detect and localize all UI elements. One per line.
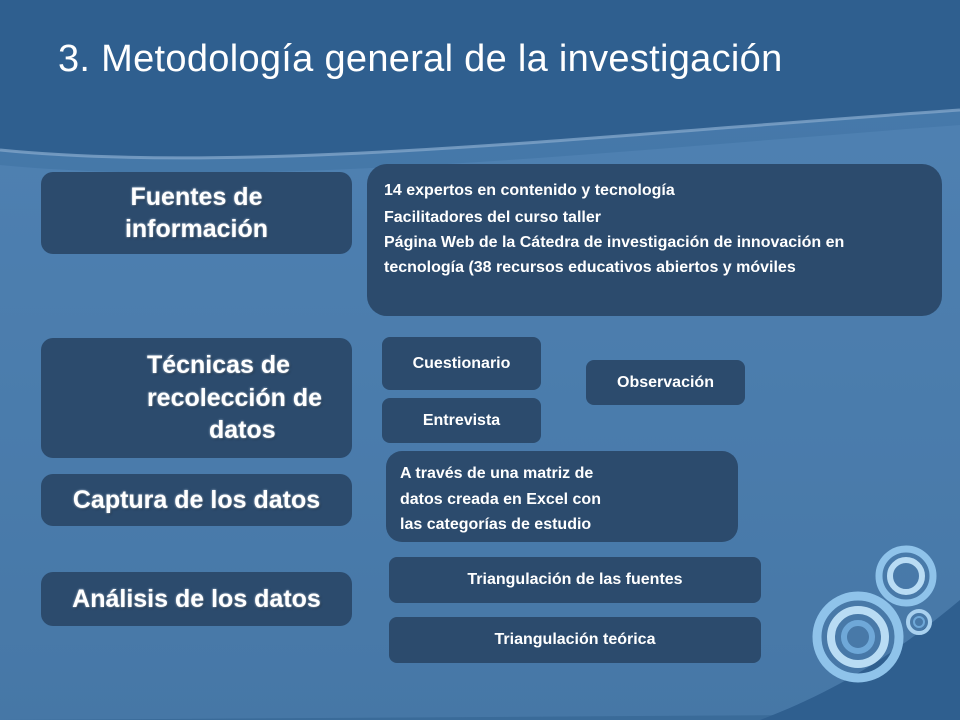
source-item: 14 expertos en contenido y tecnología <box>384 182 675 199</box>
technique-cuestionario-label: Cuestionario <box>412 354 511 372</box>
category-tecnicas-line-2: recolección de <box>146 383 323 412</box>
technique-observacion <box>586 360 745 405</box>
source-item: Página Web de la Cátedra de investigación de innovación en tecnología (38 recursos educativos abiertos y móviles <box>384 234 845 276</box>
category-analisis-label: Análisis de los datos <box>72 584 321 613</box>
captura-description-box <box>386 451 738 542</box>
captura-line: datos creada en Excel con <box>400 490 601 508</box>
category-tecnicas-line-3: datos <box>208 416 276 445</box>
source-item: Facilitadores del curso taller <box>384 208 601 226</box>
analysis-triangulacion-teorica-label: Triangulación teórica <box>494 631 656 648</box>
category-fuentes-label: Fuentes de información <box>124 182 269 243</box>
analysis-triangulacion-fuentes <box>389 557 761 603</box>
slide-title: 3. Metodología general de la investigación <box>58 38 783 80</box>
captura-line: las categorías de estudio <box>400 516 592 534</box>
technique-entrevista-label: Entrevista <box>422 411 501 429</box>
analysis-triangulacion-teorica <box>389 617 761 663</box>
captura-line: A través de una matriz de <box>400 465 594 482</box>
category-captura-label: Captura de los datos <box>72 485 321 514</box>
technique-entrevista <box>382 398 541 443</box>
analysis-triangulacion-fuentes-label: Triangulación de las fuentes <box>467 571 683 588</box>
category-tecnicas-box <box>41 338 352 458</box>
category-tecnicas-line-1: Técnicas de <box>146 351 291 380</box>
technique-observacion-label: Observación <box>617 373 714 391</box>
category-captura-box <box>41 474 352 526</box>
category-fuentes-box <box>41 172 352 254</box>
sources-box <box>367 164 942 316</box>
technique-cuestionario <box>382 337 541 390</box>
category-analisis-box <box>41 572 352 626</box>
